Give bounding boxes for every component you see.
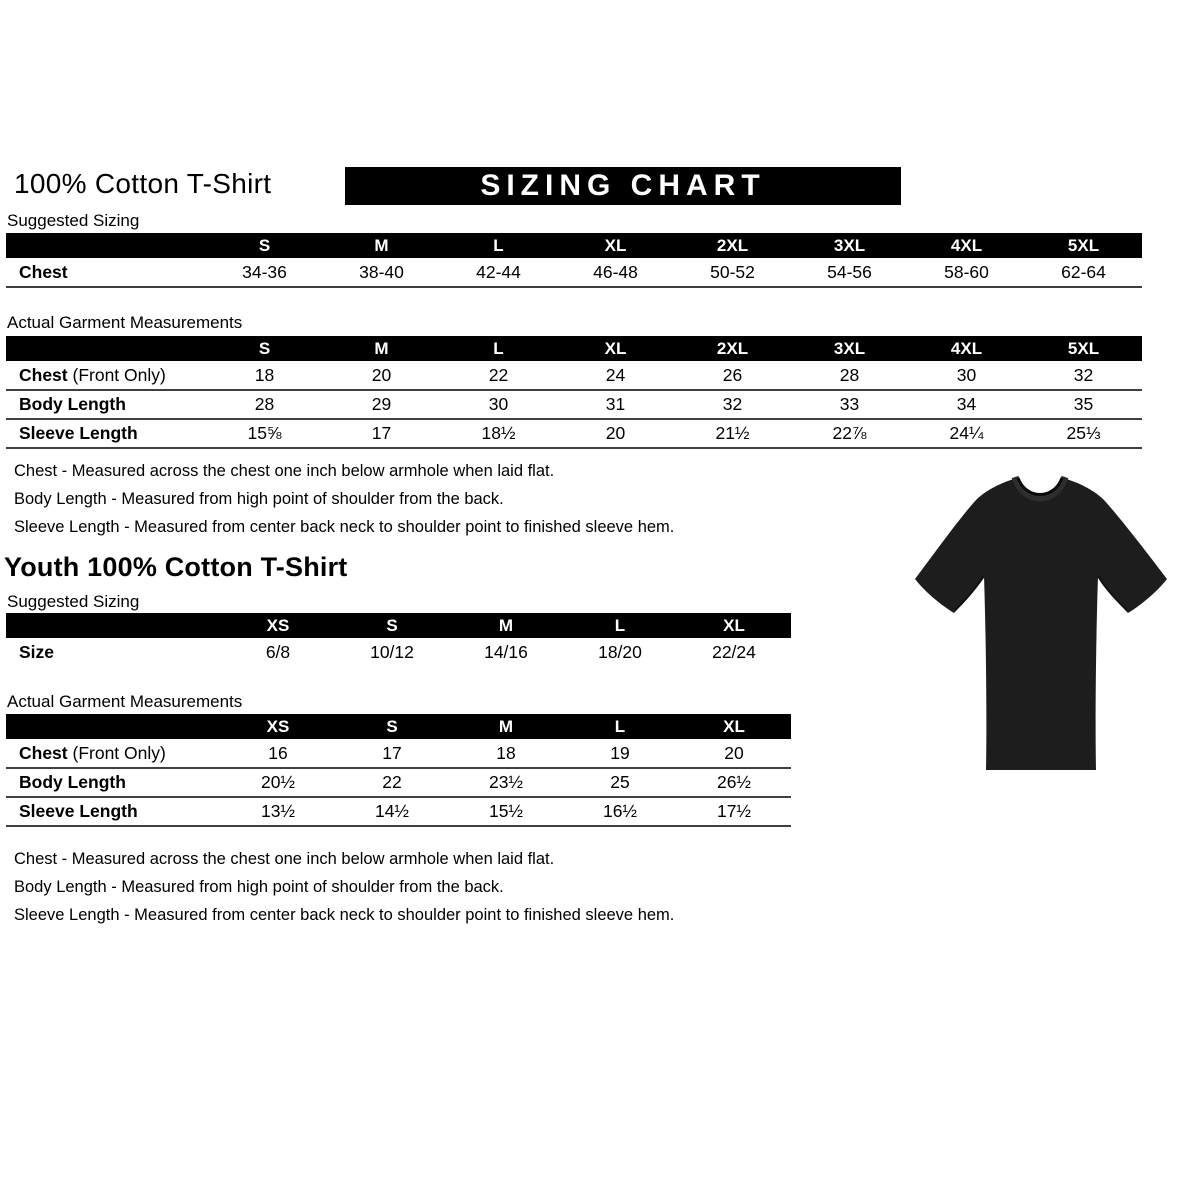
youth-actual-measurements-label: Actual Garment Measurements xyxy=(7,692,243,711)
size-header: S xyxy=(386,716,398,736)
size-header: L xyxy=(493,338,504,358)
table-row-sleeve-length xyxy=(6,419,1142,448)
adult-measurement-notes xyxy=(14,457,674,541)
size-header: L xyxy=(614,615,626,635)
note-sleeve-length: Sleeve Length - Measured from center back neck to shoulder point to finished sleeve hem. xyxy=(14,518,675,536)
adult-suggested-sizing-table xyxy=(6,233,1142,288)
tshirt-graphic xyxy=(890,458,1190,808)
cell: 13½ xyxy=(260,801,296,821)
cell: 24 xyxy=(605,364,626,385)
cell: 18½ xyxy=(481,423,516,443)
cell: 35 xyxy=(1073,394,1094,414)
size-header: XL xyxy=(723,615,745,635)
table-header-row xyxy=(6,336,1142,361)
youth-measurement-notes xyxy=(14,845,674,929)
cell: 16½ xyxy=(602,801,638,821)
cell: 50-52 xyxy=(710,261,755,282)
size-header: 5XL xyxy=(1067,338,1100,358)
row-label: Body Length xyxy=(19,394,126,414)
cell: 38-40 xyxy=(359,261,404,282)
table-row-size xyxy=(6,638,791,667)
size-header: 3XL xyxy=(833,338,866,358)
table-row-body-length xyxy=(6,390,1142,419)
row-label-rest: (Front Only) xyxy=(72,364,166,385)
row-label-bold: Chest xyxy=(19,364,68,385)
size-header: L xyxy=(493,235,504,255)
tshirt-body xyxy=(915,478,1167,770)
youth-title: Youth 100% Cotton T-Shirt xyxy=(4,552,348,582)
cell: 28 xyxy=(254,394,275,414)
cell: 17 xyxy=(371,423,392,443)
cell: 22/24 xyxy=(712,642,756,662)
size-header: 4XL xyxy=(950,235,983,255)
row-label: Sleeve Length xyxy=(19,801,138,821)
row-label xyxy=(6,361,206,390)
sizing-chart-banner: SIZING CHART xyxy=(345,167,901,205)
size-header: 3XL xyxy=(833,235,866,255)
cell: 54-56 xyxy=(827,261,872,282)
cell: 26 xyxy=(722,364,743,385)
size-header: S xyxy=(386,615,398,635)
size-header: M xyxy=(498,615,514,635)
size-header: M xyxy=(374,235,389,255)
table-row-body-length xyxy=(6,768,791,797)
cell: 14/16 xyxy=(484,642,528,662)
row-label-rest: (Front Only) xyxy=(72,742,166,763)
table-header-row xyxy=(6,714,791,739)
size-header: 2XL xyxy=(716,235,749,255)
size-header: XS xyxy=(266,615,290,635)
cell: 16 xyxy=(268,742,288,763)
cell: 22 xyxy=(382,772,402,792)
size-header: XL xyxy=(723,716,745,736)
cell: 32 xyxy=(1073,364,1094,385)
adult-garment-measurements-table xyxy=(6,336,1142,449)
cell: 62-64 xyxy=(1061,261,1106,282)
table-row-sleeve-length xyxy=(6,797,791,826)
row-label-bold: Chest xyxy=(19,742,68,763)
cell: 42-44 xyxy=(476,261,521,282)
cell: 18 xyxy=(254,364,275,385)
size-header: M xyxy=(498,716,514,736)
cell: 33 xyxy=(839,394,860,414)
cell: 15⅝ xyxy=(247,423,282,443)
adult-suggested-sizing-label: Suggested Sizing xyxy=(7,211,140,230)
cell: 28 xyxy=(839,364,860,385)
cell: 18 xyxy=(496,742,516,763)
size-header: XL xyxy=(604,338,627,358)
size-header: 2XL xyxy=(716,338,749,358)
tshirt-product-image xyxy=(890,458,1190,808)
cell: 22 xyxy=(488,364,509,385)
cell: 15½ xyxy=(488,801,524,821)
cell: 10/12 xyxy=(370,642,414,662)
cell: 32 xyxy=(722,394,743,414)
cell: 6/8 xyxy=(265,642,291,662)
cell: 20 xyxy=(371,364,392,385)
adult-title: 100% Cotton T-Shirt xyxy=(14,168,272,199)
cell: 18/20 xyxy=(598,642,642,662)
table-row-chest xyxy=(6,258,1142,287)
header-empty-cell xyxy=(6,613,221,638)
cell: 25⅓ xyxy=(1066,423,1101,443)
cell: 23½ xyxy=(488,772,524,792)
size-header: L xyxy=(614,716,626,736)
header-empty-cell xyxy=(6,714,221,739)
cell: 20½ xyxy=(260,772,296,792)
table-row-chest-front-only xyxy=(6,361,1142,390)
size-header: S xyxy=(258,338,271,358)
adult-actual-measurements-label: Actual Garment Measurements xyxy=(7,313,243,332)
table-header-row xyxy=(6,613,791,638)
cell: 17½ xyxy=(716,801,752,821)
table-row-chest-front-only xyxy=(6,739,791,768)
youth-garment-measurements-table xyxy=(6,714,791,827)
note-sleeve-length: Sleeve Length - Measured from center back neck to shoulder point to finished sleeve hem. xyxy=(14,906,675,924)
note-chest: Chest - Measured across the chest one inch below armhole when laid flat. xyxy=(14,462,555,480)
cell: 24¼ xyxy=(949,423,984,443)
cell: 30 xyxy=(488,394,509,414)
note-body-length: Body Length - Measured from high point of shoulder from the back. xyxy=(14,490,504,508)
size-header: 4XL xyxy=(950,338,983,358)
note-body-length: Body Length - Measured from high point of shoulder from the back. xyxy=(14,878,504,896)
cell: 34 xyxy=(956,394,977,414)
row-label xyxy=(6,739,221,768)
cell: 46-48 xyxy=(593,261,638,282)
cell: 26½ xyxy=(716,772,752,792)
youth-suggested-sizing-label: Suggested Sizing xyxy=(7,592,140,611)
cell: 25 xyxy=(610,772,630,792)
cell: 17 xyxy=(382,742,402,763)
size-header: S xyxy=(258,235,271,255)
cell: 31 xyxy=(605,394,626,414)
cell: 14½ xyxy=(374,801,410,821)
cell: 29 xyxy=(371,394,392,414)
cell: 34-36 xyxy=(242,261,287,282)
size-header: M xyxy=(374,338,389,358)
cell: 20 xyxy=(724,742,744,763)
size-header: XL xyxy=(604,235,627,255)
header-empty-cell xyxy=(6,336,206,361)
header-empty-cell xyxy=(6,233,206,258)
cell: 20 xyxy=(605,423,626,443)
cell: 19 xyxy=(610,742,630,763)
cell: 58-60 xyxy=(944,261,989,282)
row-label: Size xyxy=(19,642,55,662)
row-label: Sleeve Length xyxy=(19,423,138,443)
cell: 30 xyxy=(956,364,977,385)
table-header-row xyxy=(6,233,1142,258)
size-header: XS xyxy=(266,716,290,736)
cell: 22⅞ xyxy=(832,423,867,443)
youth-suggested-sizing-table xyxy=(6,613,791,667)
row-label: Body Length xyxy=(19,772,126,792)
cell: 21½ xyxy=(715,423,750,443)
row-label: Chest xyxy=(19,261,68,282)
size-header: 5XL xyxy=(1067,235,1100,255)
note-chest: Chest - Measured across the chest one inch below armhole when laid flat. xyxy=(14,850,555,868)
